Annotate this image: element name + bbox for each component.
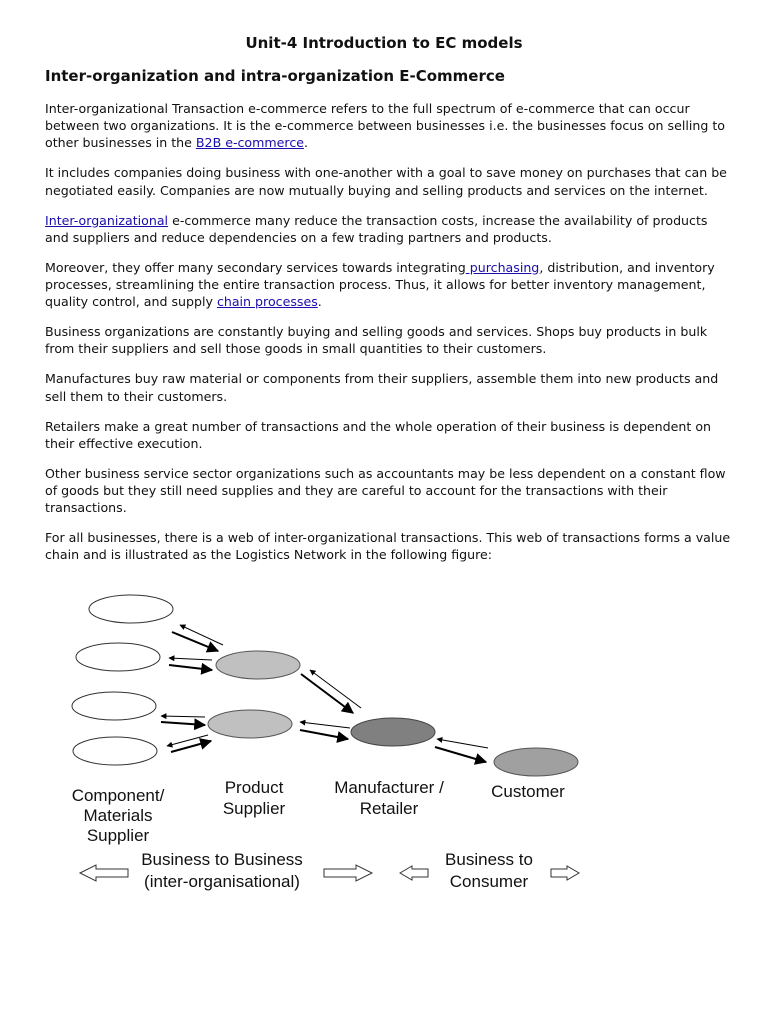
page-title: Unit-4 Introduction to EC models [245, 34, 523, 52]
paragraph-5: Business organizations are constantly buying and selling goods and services. Shops buy products in bulk from their suppliers and sell those goods in small quantities to their customers. [45, 324, 708, 357]
paragraph-9: For all businesses, there is a web of inter-organizational transactions. This web of transactions forms a value chain and is illustrated as the Logistics Network in the following figure: [45, 530, 731, 563]
paragraph-6: Manufactures buy raw material or components from their suppliers, assemble them into new products and sell them to their customers. [45, 371, 719, 404]
purchasing-link[interactable]: purchasing [465, 259, 540, 275]
b2b-left-arrow-icon [80, 865, 128, 881]
paragraph-7: Retailers make a great number of transactions and the whole operation of their business is dependent on their effective execution. [45, 418, 712, 451]
b2c-label-line-2: Consumer [449, 872, 529, 891]
product-supplier-label-line-1: Product [224, 778, 284, 797]
flow-arrow [161, 722, 205, 725]
b2b-right-arrow-icon [324, 865, 372, 881]
flow-arrow [310, 670, 361, 708]
flow-arrow [169, 665, 212, 670]
product-supplier-label-line-2: Supplier [222, 799, 286, 818]
paragraph-3: Inter-organizational e-commerce many reduce the transaction costs, increase the availability of products and suppliers and reduce dependencies on a few trading partners and products. [45, 212, 708, 245]
component-supplier-node-1 [89, 595, 173, 623]
flow-arrow [180, 625, 223, 645]
manufacturer-retailer-node [351, 718, 435, 746]
flow-arrow [171, 741, 211, 752]
b2b-label-line-2: (inter-organisational) [144, 872, 300, 891]
flow-arrow [437, 739, 488, 748]
component-supplier-node-3 [72, 692, 156, 720]
document-body [45, 100, 735, 576]
product-supplier-node-2 [208, 710, 292, 738]
chain-processes-link[interactable]: chain processes [216, 294, 318, 310]
inter-organizational-link[interactable]: Inter-organizational [45, 212, 169, 228]
customer-label: Customer [491, 782, 565, 801]
customer-node [494, 748, 578, 776]
flow-arrow [172, 632, 218, 651]
component-supplier-node-2 [76, 643, 160, 671]
component-supplier-label-line-1: Component/ [71, 786, 165, 805]
paragraph-1: Inter-organizational Transaction e-commerce refers to the full spectrum of e-commerce that can occur between two organizations. It is the e-commerce between businesses i.e. the businesses focus on selling to other businesses in the B2B e-commerce. [45, 101, 725, 151]
component-supplier-label-line-2: Materials [83, 806, 153, 825]
paragraph-4: Moreover, they offer many secondary services towards integrating purchasing, distribution, and inventory processes, streamlining the entire transaction process. Thus, it allows for better inventory management, quality control, and supply chain processes. [45, 259, 715, 310]
flow-arrow [300, 722, 350, 728]
component-supplier-label-line-3: Supplier [86, 826, 150, 845]
b2b-label-line-1: Business to Business [141, 850, 303, 869]
b2c-right-arrow-icon [551, 866, 579, 880]
flow-arrow [161, 716, 205, 717]
component-supplier-node-4 [73, 737, 157, 765]
flow-arrow [300, 730, 348, 739]
section-heading: Inter-organization and intra-organization E-Commerce [45, 67, 505, 85]
flow-arrow [301, 674, 353, 713]
product-supplier-node-1 [216, 651, 300, 679]
paragraph-2: It includes companies doing business with one-another with a goal to save money on purchases that can be negotiated easily. Companies are now mutually buying and selling products and services on the internet. [45, 165, 727, 198]
flow-arrow [435, 747, 486, 762]
manufacturer-label-line-1: Manufacturer / [334, 778, 444, 797]
manufacturer-label-line-2: Retailer [359, 799, 419, 818]
paragraph-8: Other business service sector organizations such as accountants may be less dependent on a constant flow of goods but they still need supplies and they are careful to account for the transactions with their transactions. [45, 465, 726, 516]
b2b-ecommerce-link[interactable]: B2B e-commerce [195, 135, 304, 151]
logistics-network-figure [60, 585, 600, 905]
flow-arrow [169, 658, 212, 660]
b2c-label-line-1: Business to [445, 850, 533, 869]
b2c-left-arrow-icon [400, 866, 428, 880]
